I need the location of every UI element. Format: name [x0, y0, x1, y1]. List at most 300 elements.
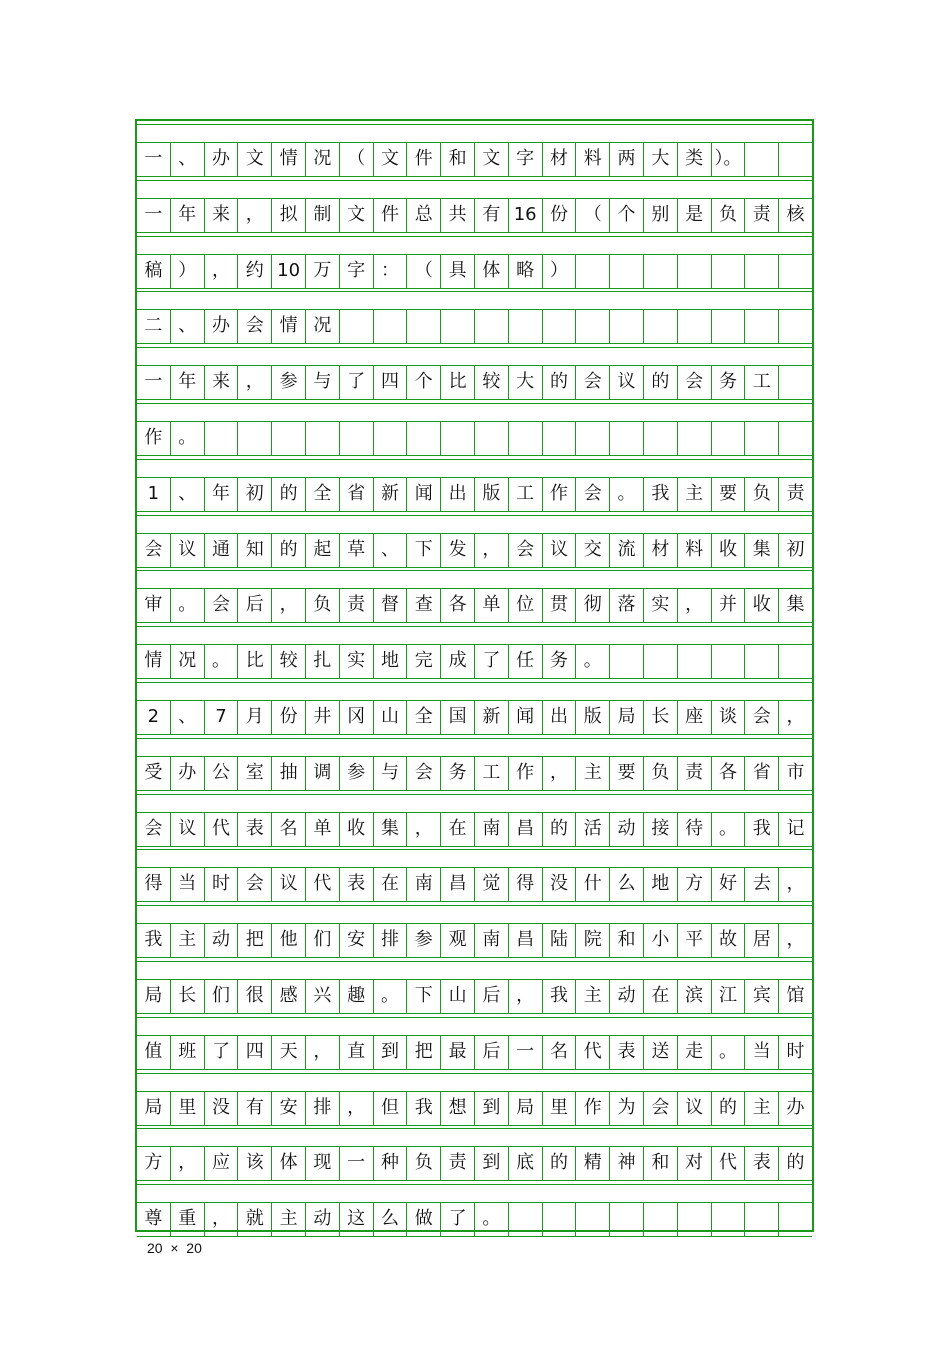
grid-separator-line: [137, 626, 812, 627]
grid-cell: 全: [407, 700, 441, 734]
grid-row: [137, 979, 812, 1013]
grid-cell: 表: [610, 1035, 644, 1069]
grid-cell: 滨: [678, 979, 712, 1013]
grid-cell: 会: [137, 812, 171, 846]
grid-cell: 就: [238, 1202, 272, 1236]
grid-cell: ，: [786, 706, 805, 727]
grid-cell: [712, 254, 746, 288]
grid-row: [137, 700, 812, 734]
grid-cell: 情: [137, 644, 171, 678]
grid-cell: [644, 644, 678, 678]
grid-cell: 没: [543, 867, 577, 901]
grid-cell: 会: [238, 867, 272, 901]
grid-cell: [576, 254, 610, 288]
grid-cell: 16: [509, 198, 543, 232]
grid-cell: 工: [475, 756, 509, 790]
grid-cell: 接: [644, 812, 678, 846]
grid-cell: [610, 309, 644, 343]
grid-cell: [340, 309, 374, 343]
grid-cell: 办: [171, 756, 205, 790]
grid-cell: 文: [475, 142, 509, 176]
grid-cell: 公: [205, 756, 239, 790]
grid-cell: 小: [644, 923, 678, 957]
grid-cell: 。: [576, 644, 610, 678]
grid-cell: 会: [745, 700, 779, 734]
grid-cell: [576, 1202, 610, 1236]
grid-cell: [644, 1202, 678, 1236]
grid-cell: 什: [576, 867, 610, 901]
grid-cell: 交: [576, 533, 610, 567]
grid-separator-line: [137, 1125, 812, 1126]
grid-cell: 单: [306, 812, 340, 846]
grid-separator-line: [137, 622, 812, 623]
grid-cell: （: [340, 142, 374, 176]
grid-cell: 参: [407, 923, 441, 957]
grid-cell: 代: [306, 867, 340, 901]
grid-cell: 感: [272, 979, 306, 1013]
grid-cell: 个: [407, 365, 441, 399]
grid-cell: 现: [306, 1146, 340, 1180]
grid-separator-line: [137, 347, 812, 348]
grid-cell: 种: [374, 1146, 408, 1180]
grid-cell: 会: [576, 477, 610, 511]
grid-cell: （: [576, 198, 610, 232]
grid-cell: 况: [306, 142, 340, 176]
grid-cell: 议: [171, 533, 205, 567]
grid-cell: 责: [786, 482, 805, 504]
grid-cell: 表: [238, 812, 272, 846]
grid-cell: 收: [712, 533, 746, 567]
grid-cell: 主: [678, 477, 712, 511]
grid-cell: 知: [238, 533, 272, 567]
grid-cell: 位: [509, 588, 543, 622]
grid-cell: [509, 1202, 543, 1236]
grid-separator-line: [137, 567, 812, 568]
grid-cell: 最: [441, 1035, 475, 1069]
grid-cell: 会: [644, 1091, 678, 1125]
grid-cell: 会: [509, 533, 543, 567]
grid-cell: ，: [786, 873, 805, 895]
grid-cell: 了: [441, 1202, 475, 1236]
grid-cell: 送: [644, 1035, 678, 1069]
grid-cell: 南: [475, 923, 509, 957]
grid-cell: 为: [610, 1091, 644, 1125]
grid-separator-line: [137, 1236, 812, 1237]
grid-cell: 扎: [306, 644, 340, 678]
grid-row: [137, 812, 812, 846]
grid-cell: 院: [576, 923, 610, 957]
grid-cell: 主: [745, 1091, 779, 1125]
grid-cell: 名: [543, 1035, 577, 1069]
grid-cell: 制: [306, 198, 340, 232]
grid-separator-line: [137, 849, 812, 850]
grid-cell: 。: [171, 588, 205, 622]
grid-cell: 集: [786, 594, 805, 616]
grid-cell: 作: [576, 1091, 610, 1125]
grid-cell: 负: [644, 756, 678, 790]
grid-cell: 长: [644, 700, 678, 734]
grid-cell: 办: [786, 1096, 805, 1118]
grid-cell: 地: [374, 644, 408, 678]
grid-cell: 的: [543, 812, 577, 846]
grid-cell: 记: [786, 817, 805, 839]
grid-cell: 。: [475, 1202, 509, 1236]
grid-cell: 起: [306, 533, 340, 567]
grid-cell: 。: [610, 477, 644, 511]
grid-cell: [644, 254, 678, 288]
grid-cell: 、: [171, 700, 205, 734]
grid-cell: [475, 421, 509, 455]
grid-cell: 草: [340, 533, 374, 567]
grid-cell: [610, 254, 644, 288]
grid-separator-line: [137, 515, 812, 516]
grid-separator-line: [137, 124, 812, 125]
grid-cell: [745, 142, 779, 176]
grid-cell: 通: [205, 533, 239, 567]
grid-cell: [374, 421, 408, 455]
grid-cell: 责: [441, 1146, 475, 1180]
grid-cell: 局: [137, 979, 171, 1013]
grid-separator-line: [137, 570, 812, 571]
grid-cell: 别: [644, 198, 678, 232]
grid-separator-line: [137, 905, 812, 906]
grid-cell: 情: [272, 142, 306, 176]
grid-cell: 一: [137, 365, 171, 399]
grid-cell: 材: [543, 142, 577, 176]
grid-cell: 彻: [576, 588, 610, 622]
grid-cell: 出: [441, 477, 475, 511]
grid-cell: 作: [543, 477, 577, 511]
grid-cell: 况: [306, 309, 340, 343]
grid-cell: 工: [509, 477, 543, 511]
grid-cell: [238, 421, 272, 455]
grid-cell: 把: [238, 923, 272, 957]
grid-cell: [543, 421, 577, 455]
grid-cell: 2: [137, 700, 171, 734]
grid-cell: 受: [137, 756, 171, 790]
grid-cell: 议: [272, 867, 306, 901]
grid-cell: ，: [171, 1146, 205, 1180]
grid-cell: 后: [475, 1035, 509, 1069]
grid-cell: 要: [610, 756, 644, 790]
grid-cell: 觉: [475, 867, 509, 901]
grid-cell: 座: [678, 700, 712, 734]
grid-cell: 并: [712, 588, 746, 622]
grid-cell: 省: [340, 477, 374, 511]
grid-cell: 责: [340, 588, 374, 622]
grid-cell: 了: [475, 644, 509, 678]
grid-cell: 下: [407, 533, 441, 567]
grid-row: [137, 867, 812, 901]
grid-cell: 作: [137, 421, 171, 455]
grid-cell: 收: [745, 588, 779, 622]
grid-cell: 主: [576, 756, 610, 790]
grid-cell: 集: [374, 812, 408, 846]
grid-cell: 待: [678, 812, 712, 846]
grid-row: [137, 254, 812, 288]
grid-cell: 份: [543, 198, 577, 232]
grid-cell: 新: [475, 700, 509, 734]
grid-cell: [441, 421, 475, 455]
grid-cell: 二: [137, 309, 171, 343]
grid-cell: 后: [238, 588, 272, 622]
grid-row: [137, 533, 812, 567]
grid-cell: ）: [171, 254, 205, 288]
grid-cell: [779, 421, 812, 455]
grid-cell: [205, 421, 239, 455]
grid-cell: ）: [543, 254, 577, 288]
grid-cell: 。: [205, 644, 239, 678]
manuscript-grid: [135, 119, 814, 1232]
grid-cell: 、: [171, 477, 205, 511]
grid-cell: 到: [374, 1035, 408, 1069]
grid-cell: 了: [205, 1035, 239, 1069]
grid-cell: 到: [475, 1146, 509, 1180]
grid-cell: [644, 309, 678, 343]
grid-cell: 兴: [306, 979, 340, 1013]
grid-cell: [441, 309, 475, 343]
grid-cell: 负: [407, 1146, 441, 1180]
grid-cell: 他: [272, 923, 306, 957]
grid-cell: 议: [543, 533, 577, 567]
grid-cell: [407, 309, 441, 343]
grid-cell: ，: [306, 1035, 340, 1069]
grid-separator-line: [137, 1180, 812, 1181]
grid-cell: [306, 421, 340, 455]
grid-cell: 务: [543, 644, 577, 678]
grid-cell: 。: [712, 1035, 746, 1069]
grid-cell: [543, 309, 577, 343]
grid-cell: ，: [407, 812, 441, 846]
grid-cell: 调: [306, 756, 340, 790]
grid-cell: 安: [340, 923, 374, 957]
grid-cell: 把: [407, 1035, 441, 1069]
grid-row: [137, 421, 812, 455]
grid-cell: 与: [374, 756, 408, 790]
grid-cell: 我: [543, 979, 577, 1013]
grid-separator-line: [137, 459, 812, 460]
grid-cell: 10: [272, 254, 306, 288]
grid-separator-line: [137, 846, 812, 847]
grid-cell: 主: [171, 923, 205, 957]
grid-cell: 来: [205, 198, 239, 232]
grid-separator-line: [137, 678, 812, 679]
grid-cell: 、: [374, 533, 408, 567]
grid-cell: 会: [205, 588, 239, 622]
grid-cell: 观: [441, 923, 475, 957]
grid-cell: ，: [340, 1091, 374, 1125]
grid-cell: 我: [407, 1091, 441, 1125]
grid-cell: 一: [137, 142, 171, 176]
grid-cell: 会: [238, 309, 272, 343]
grid-cell: 冈: [340, 700, 374, 734]
grid-cell: 较: [475, 365, 509, 399]
grid-cell: 表: [745, 1146, 779, 1180]
grid-cell: [712, 309, 746, 343]
grid-cell: 时: [786, 1040, 805, 1062]
grid-cell: 我: [745, 812, 779, 846]
grid-cell: [745, 254, 779, 288]
grid-cell: 了: [340, 365, 374, 399]
grid-cell: 没: [205, 1091, 239, 1125]
grid-cell: 局: [137, 1091, 171, 1125]
grid-row: [137, 588, 812, 622]
grid-cell: [779, 644, 812, 678]
grid-cell: [745, 309, 779, 343]
grid-cell: 得: [137, 867, 171, 901]
grid-cell: 排: [306, 1091, 340, 1125]
grid-cell: [543, 1202, 577, 1236]
grid-cell: 的: [272, 533, 306, 567]
grid-cell: [779, 365, 812, 399]
grid-cell: 有: [475, 198, 509, 232]
grid-cell: [644, 421, 678, 455]
grid-cell: 时: [205, 867, 239, 901]
grid-cell: [678, 1202, 712, 1236]
grid-cell: 议: [678, 1091, 712, 1125]
grid-cell: 值: [137, 1035, 171, 1069]
grid-cell: 参: [272, 365, 306, 399]
grid-separator-line: [137, 1184, 812, 1185]
grid-cell: [610, 1202, 644, 1236]
grid-cell: 7: [205, 700, 239, 734]
grid-cell: [779, 142, 812, 176]
grid-cell: [678, 309, 712, 343]
grid-cell: 比: [441, 365, 475, 399]
grid-cell: 一: [137, 198, 171, 232]
grid-cell: 贯: [543, 588, 577, 622]
grid-cell: 做: [407, 1202, 441, 1236]
grid-cell: 来: [205, 365, 239, 399]
grid-cell: 趣: [340, 979, 374, 1013]
grid-separator-line: [137, 901, 812, 902]
grid-cell: 局: [610, 700, 644, 734]
grid-cell: 大: [509, 365, 543, 399]
grid-cell: 好: [712, 867, 746, 901]
grid-cell: 陆: [543, 923, 577, 957]
grid-separator-line: [137, 399, 812, 400]
grid-cell: ）。: [712, 142, 746, 176]
grid-separator-line: [137, 1013, 812, 1014]
grid-cell: 的: [543, 1146, 577, 1180]
grid-cell: 年: [171, 198, 205, 232]
grid-row: [137, 1146, 812, 1180]
grid-separator-line: [137, 1069, 812, 1070]
grid-separator-line: [137, 288, 812, 289]
grid-cell: 后: [475, 979, 509, 1013]
grid-cell: ，: [475, 533, 509, 567]
grid-cell: 1: [137, 477, 171, 511]
grid-cell: 件: [374, 198, 408, 232]
grid-separator-line: [137, 1073, 812, 1074]
grid-cell: [374, 309, 408, 343]
grid-cell: 审: [137, 588, 171, 622]
grid-cell: 代: [205, 812, 239, 846]
grid-cell: 我: [137, 923, 171, 957]
grid-cell: ，: [509, 979, 543, 1013]
grid-cell: 宾: [745, 979, 779, 1013]
grid-cell: 发: [441, 533, 475, 567]
grid-cell: 一: [509, 1035, 543, 1069]
grid-cell: 到: [475, 1091, 509, 1125]
grid-cell: 动: [205, 923, 239, 957]
grid-cell: [576, 309, 610, 343]
grid-cell: 下: [407, 979, 441, 1013]
grid-cell: 版: [475, 477, 509, 511]
grid-cell: 主: [576, 979, 610, 1013]
grid-cell: ，: [238, 198, 272, 232]
grid-cell: 该: [238, 1146, 272, 1180]
grid-cell: 四: [374, 365, 408, 399]
grid-cell: 昌: [509, 812, 543, 846]
grid-cell: 初: [786, 538, 805, 560]
grid-separator-line: [137, 961, 812, 962]
grid-cell: 的: [272, 477, 306, 511]
grid-cell: 督: [374, 588, 408, 622]
grid-separator-line: [137, 734, 812, 735]
grid-cell: 们: [306, 923, 340, 957]
grid-cell: [272, 421, 306, 455]
grid-row: [137, 477, 812, 511]
grid-cell: 年: [171, 365, 205, 399]
grid-cell: 昌: [509, 923, 543, 957]
grid-cell: [678, 254, 712, 288]
grid-cell: 安: [272, 1091, 306, 1125]
grid-cell: 底: [509, 1146, 543, 1180]
grid-cell: 是: [678, 198, 712, 232]
grid-cell: 代: [576, 1035, 610, 1069]
grid-cell: 当: [171, 867, 205, 901]
grid-cell: [712, 644, 746, 678]
grid-cell: 共: [441, 198, 475, 232]
grid-cell: 全: [306, 477, 340, 511]
grid-cell: 这: [340, 1202, 374, 1236]
grid-cell: 。: [374, 979, 408, 1013]
grid-cell: 比: [238, 644, 272, 678]
grid-cell: 落: [610, 588, 644, 622]
grid-row: [137, 198, 812, 232]
grid-cell: 们: [205, 979, 239, 1013]
grid-cell: 很: [238, 979, 272, 1013]
grid-cell: 天: [272, 1035, 306, 1069]
grid-cell: [745, 421, 779, 455]
grid-cell: 想: [441, 1091, 475, 1125]
grid-cell: 实: [340, 644, 374, 678]
grid-cell: 负: [712, 198, 746, 232]
grid-cell: [475, 309, 509, 343]
grid-cell: 名: [272, 812, 306, 846]
grid-cell: [745, 1202, 779, 1236]
grid-cell: 实: [644, 588, 678, 622]
grid-cell: 室: [238, 756, 272, 790]
grid-cell: 收: [340, 812, 374, 846]
grid-separator-line: [137, 790, 812, 791]
grid-cell: 么: [374, 1202, 408, 1236]
grid-cell: 馆: [786, 985, 805, 1006]
grid-cell: 的: [543, 365, 577, 399]
grid-cell: 地: [644, 867, 678, 901]
grid-separator-line: [137, 236, 812, 237]
grid-cell: ，: [205, 1202, 239, 1236]
grid-cell: 工: [745, 365, 779, 399]
grid-cell: 活: [576, 812, 610, 846]
grid-cell: 局: [509, 1091, 543, 1125]
grid-cell: 里: [543, 1091, 577, 1125]
grid-cell: 主: [272, 1202, 306, 1236]
grid-cell: 和: [441, 142, 475, 176]
grid-cell: 月: [238, 700, 272, 734]
grid-cell: 在: [374, 867, 408, 901]
